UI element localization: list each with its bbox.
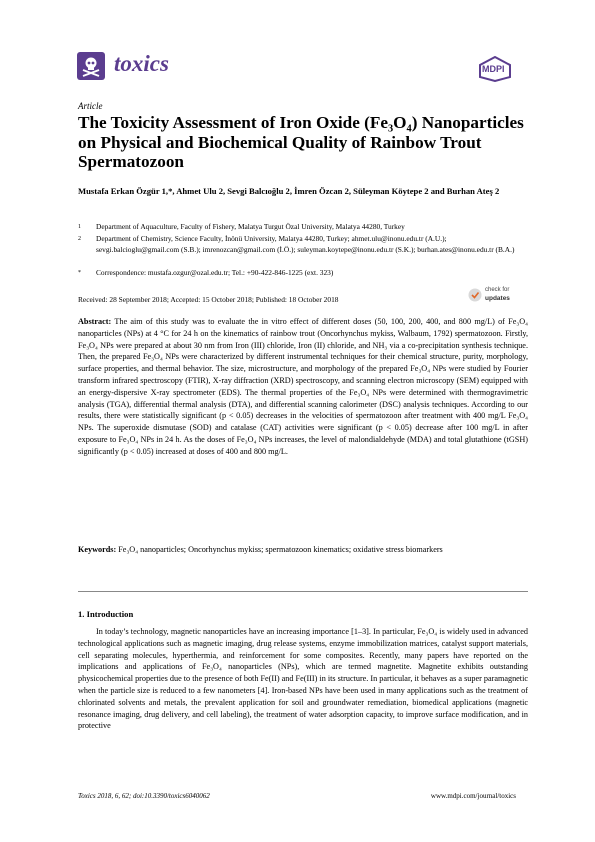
affiliation-number: 1: [78, 224, 81, 230]
article-type: Article: [78, 101, 103, 111]
affiliation-number: 2: [78, 236, 81, 242]
correspondence-text: Correspondence: mustafa.ozgur@ozal.edu.tr; Tel.: +90-422-846-1225 (ext. 323): [96, 268, 334, 277]
affiliation-text: Department of Chemistry, Science Faculty, İnönü University, Malatya 44280, Turkey; ahmet.ulu@inonu.edu.tr (A.U.); sevgi.balcioglu@gmail.com (S.B.); imrenozcan@gmail.com (İ.Ö.); suleyman.koytepe@inonu.edu.tr (S.K.); burhan.ates@inonu.edu.tr (B.A.): [96, 234, 515, 254]
publisher-name: MDPI: [482, 64, 505, 74]
section-divider: [78, 591, 528, 592]
affiliation-number: *: [78, 270, 81, 276]
abstract-label: Abstract:: [78, 317, 112, 326]
abstract-text: The aim of this study was to evaluate the in vitro effect of different doses (50, 100, 200, 400, and 800 mg/L) of Fe₃O₄ nanoparticles (NPs) at 4 °C for 24 h on the kinematics of rainbow trout (Oncorhynchus mykiss, Walbaum, 1792) spermatozoon. Firstly, Fe₃O₄ NPs were prepared at about 30 nm from Iron (III) chloride, Iron (II) chloride, and NH₃ via a co-precipitation synthesis technique. Then, the prepared Fe₃O₄ NPs were characterized by different instrumental techniques for their chemical structure, purity, morphology, surface properties, and thermal behavior. The size, microstructure, and morphology of the prepared Fe₃O₄ NPs were studied by Fourier transform infrared spectroscopy (FTIR), X-ray diffraction (XRD) spectroscopy, and scanning electron microscopy (SEM) equipped with an energy-dispersive X-ray spectrometer (EDS). The thermal properties of the Fe₃O₄ NPs were determined with thermogravimetric analysis (TGA), differential thermal analysis (DTA), and differential scanning calorimeter (DSC) analysis techniques. According to our results, there were statistically significant (p < 0.05) decreases in the velocities of spermatozoon after treatment with 400 mg/L Fe₃O₄ NPs. The superoxide dismutase (SOD) and catalase (CAT) activities were significant (p < 0.05) decrease after 100 mg/L in after exposure to Fe₃O₄ NPs in 24 h. As the doses of Fe₃O₄ NPs increases, the level of malondialdehyde (MDA) and total glutathione (tGSH) significantly (p < 0.05) increased at doses of 400 and 800 mg/L.: [78, 317, 528, 456]
publication-dates: Received: 28 September 2018; Accepted: 15 October 2018; Published: 18 October 2018: [78, 295, 339, 304]
keywords-label: Keywords:: [78, 545, 117, 554]
journal-name: toxics: [114, 51, 169, 76]
mdpi-logo: [478, 56, 512, 82]
skull-crossbones-icon: [77, 52, 105, 80]
footer-citation: Toxics 2018, 6, 62; doi:10.3390/toxics6040062: [78, 792, 210, 800]
affiliation-text: Department of Aquaculture, Faculty of Fishery, Malatya Turgut Özal University, Malatya 44280, Turkey: [96, 222, 405, 231]
abstract: [78, 316, 528, 458]
check-updates-line1: check for: [485, 287, 510, 293]
author-list: Mustafa Erkan Özgür 1,*, Ahmet Ulu 2, Sevgi Balcıoğlu 2, İmren Özcan 2, Süleyman Köytepe 2 and Burhan Ateş 2: [78, 186, 500, 196]
section-heading: 1. Introduction: [78, 609, 134, 619]
article-title: The Toxicity Assessment of Iron Oxide (Fe₃O₄) Nanoparticles on Physical and Biochemical Quality of Rainbow Trout Spermatozoon: [78, 113, 524, 171]
keywords-text: Fe₃O₄ nanoparticles; Oncorhynchus mykiss; spermatozoon kinematics; oxidative stress biomarkers: [118, 545, 443, 554]
keywords: [78, 544, 528, 556]
introduction-paragraph: In today’s technology, magnetic nanoparticles have an increasing importance [1–3]. In particular, Fe₃O₄ is widely used in advanced technological applications such as magnetic imaging, drug release systems, enzyme immobilization matrices, catalyst support materials, cell separating molecules, hyperthermia, and reinforcement for some composites. Recently, many papers have reported on the implications and applications of Fe₃O₄ nanoparticles (NPs), which are termed magnetite. Magnetite exhibits outstanding physicochemical properties due to the presence of both Fe(II) and Fe(III) in its structure. In particular, it behaves as a super paramagnetic when the particle size is reduced to a few nanometers [4]. Iron-based NPs have been used in many applications such as the treatment of chlorinated solvents and metals, the prevalent application for soil and groundwater remediation, biomedical applications (magnetic resonance imaging, drug delivery, and cell labeling), the treatment of water adsorption capacity, to improve surface modification, and in protective: [78, 627, 528, 731]
check-updates-icon: [468, 288, 482, 302]
check-updates-line2: updates: [485, 295, 510, 302]
footer-url[interactable]: www.mdpi.com/journal/toxics: [430, 792, 516, 800]
journal-logo: [77, 52, 105, 80]
check-updates-badge[interactable]: [468, 283, 516, 307]
